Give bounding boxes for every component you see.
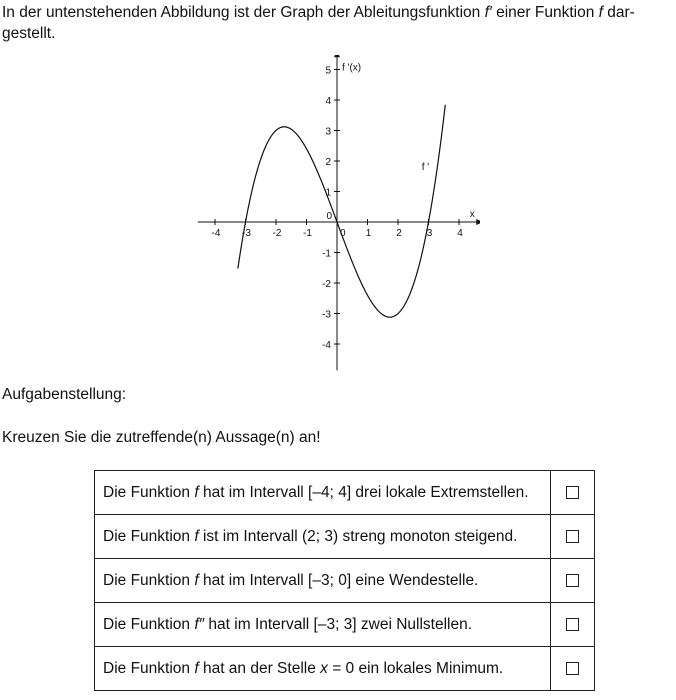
x-tick-label: 4 <box>457 228 463 239</box>
statement-text <box>95 559 551 603</box>
statement-part: hat an der Stelle <box>198 659 321 677</box>
statement-part: Die Funktion <box>103 571 195 589</box>
statement-checkbox[interactable] <box>566 530 579 543</box>
statement-part: Die Funktion <box>103 483 195 501</box>
intro-part: dar- <box>602 4 635 21</box>
statement-part: ist im Intervall (2; 3) streng monoton steigend. <box>198 527 518 545</box>
statement-part: Die Funktion <box>103 615 195 633</box>
y-tick-label: 2 <box>325 157 331 168</box>
x-tick-label: 2 <box>396 228 402 239</box>
statement-checkbox-cell <box>550 603 594 647</box>
task-heading: Aufgabenstellung: <box>2 386 127 403</box>
statement-part: Die Funktion <box>103 659 195 677</box>
statement-text <box>95 471 551 515</box>
statement-var: f″ <box>194 615 205 633</box>
statement-checkbox[interactable] <box>566 574 579 587</box>
intro-f: f <box>598 4 603 21</box>
statement-part: hat im Intervall [–3; 3] zwei Nullstellen. <box>204 615 473 633</box>
x-tick-label: -3 <box>242 228 251 239</box>
statement-var: f <box>194 659 199 677</box>
x-axis-arrow <box>476 219 480 225</box>
y-tick-label: -1 <box>322 248 331 260</box>
statement-row <box>95 559 595 603</box>
y-tick-label: -2 <box>322 279 331 290</box>
y-axis-label: f '(x) <box>342 62 362 74</box>
x-axis-label: x <box>469 209 475 220</box>
y-tick-label: 1 <box>325 187 331 199</box>
y-tick-label: -4 <box>322 340 331 351</box>
statement-row <box>95 647 595 691</box>
intro-fprime: f′ <box>484 4 492 21</box>
statement-var: f <box>194 483 199 501</box>
y-tick-label: 3 <box>325 126 331 138</box>
statement-part: Die Funktion <box>103 527 195 545</box>
intro-part: einer Funktion <box>491 4 599 21</box>
y-tick-label: -3 <box>322 309 331 321</box>
statement-row <box>95 515 595 559</box>
statement-checkbox[interactable] <box>566 618 579 631</box>
statement-checkbox-cell <box>550 647 594 691</box>
x-tick-label: -1 <box>303 228 312 239</box>
x-tick-label: -4 <box>211 228 221 239</box>
statement-part: hat im Intervall [–4; 4] drei lokale Extremstellen. <box>198 483 529 501</box>
statement-text <box>95 603 551 647</box>
statement-text <box>95 515 551 559</box>
y-axis-arrow <box>334 55 340 57</box>
statement-row <box>95 603 595 647</box>
intro-part: gestellt. <box>2 25 56 42</box>
y-tick-label: 5 <box>325 65 331 77</box>
statement-var: f <box>194 571 199 589</box>
x-tick-label: -2 <box>272 228 282 239</box>
y-tick-label: 4 <box>325 96 331 107</box>
statement-part: hat im Intervall [–3; 0] eine Wendestelle. <box>198 571 479 589</box>
statement-checkbox[interactable] <box>566 662 579 675</box>
statement-checkbox[interactable] <box>566 486 579 499</box>
origin-x-label: 0 <box>340 228 346 239</box>
statement-var: x <box>320 659 328 677</box>
statement-checkbox-cell <box>550 471 594 515</box>
statement-checkbox-cell <box>550 515 594 559</box>
intro-text <box>2 2 672 44</box>
origin-label: 0 <box>326 211 332 222</box>
statements-table <box>94 470 595 691</box>
statement-var: f <box>194 527 199 545</box>
statement-row <box>95 471 595 515</box>
curve-label: f ' <box>421 162 430 174</box>
statement-checkbox-cell <box>550 559 594 603</box>
task-instruction: Kreuzen Sie die zutreffende(n) Aussage(n) an! <box>2 429 321 446</box>
derivative-graph <box>190 55 480 377</box>
series-line-fprime <box>238 105 445 317</box>
statement-text <box>95 647 551 691</box>
intro-part: In der untenstehenden Abbildung ist der Graph der Ableitungsfunktion <box>2 4 485 21</box>
statement-part: = 0 ein lokales Minimum. <box>327 659 504 677</box>
x-tick-label: 1 <box>365 228 372 239</box>
x-tick-label: 3 <box>426 228 433 239</box>
